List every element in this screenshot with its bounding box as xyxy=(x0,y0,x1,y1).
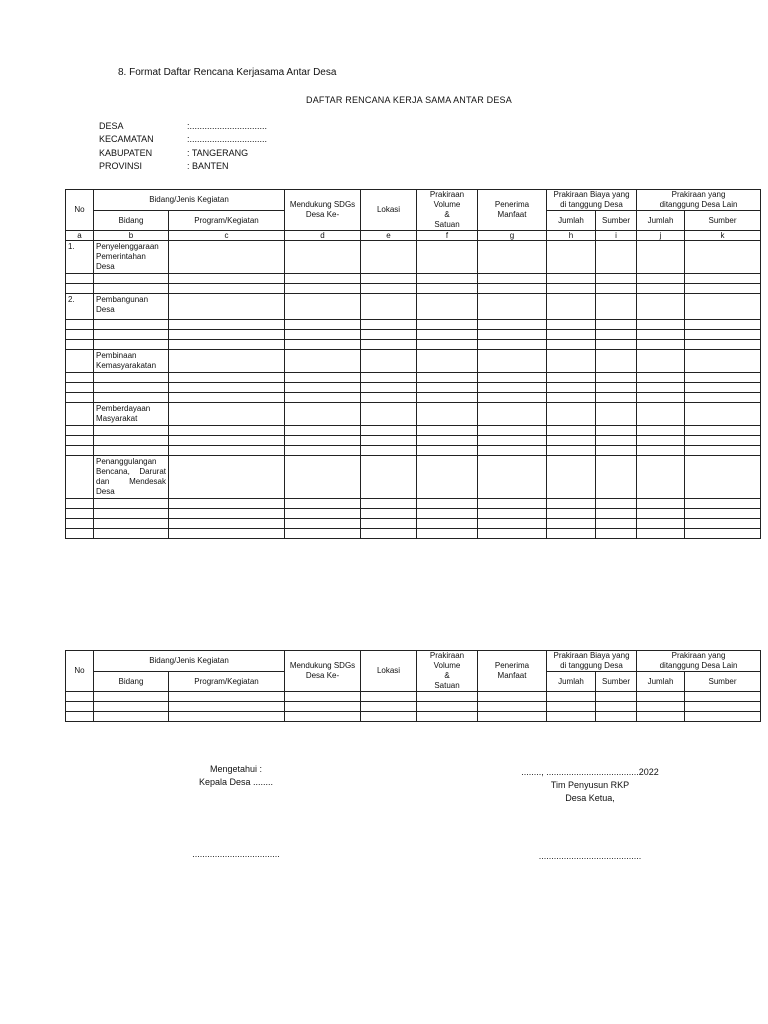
table-row xyxy=(66,274,761,284)
header-no: No xyxy=(66,651,94,692)
header-volume: Prakiraan Volume & Satuan xyxy=(417,651,478,692)
signature-right-role: Desa Ketua, xyxy=(565,793,615,803)
table-row xyxy=(66,340,761,350)
info-value: : BANTEN xyxy=(187,161,229,171)
header-jumlah: Jumlah xyxy=(547,211,596,231)
signature-left-label: Mengetahui : xyxy=(209,764,263,774)
table-row: 1. Penyelenggaraan Pemerintahan Desa xyxy=(66,241,761,274)
info-label: KABUPATEN xyxy=(99,148,153,158)
header-jumlah: Jumlah xyxy=(637,672,685,692)
table-row xyxy=(66,529,761,539)
table-row xyxy=(66,702,761,712)
info-label: DESA xyxy=(99,121,124,131)
header-sumber: Sumber xyxy=(685,211,761,231)
header-sumber: Sumber xyxy=(596,672,637,692)
header-bidang-jenis: Bidang/Jenis Kegiatan xyxy=(94,651,285,672)
table-row xyxy=(66,330,761,340)
header-sdgs: Mendukung SDGs Desa Ke- xyxy=(285,651,361,692)
signature-right-line: ......................................... xyxy=(538,851,642,861)
table-row xyxy=(66,712,761,722)
table-row: 2. Pembangunan Desa xyxy=(66,294,761,320)
header-sdgs: Mendukung SDGs Desa Ke- xyxy=(285,190,361,231)
header-bidang: Bidang xyxy=(94,211,169,231)
header-penerima: Penerima Manfaat xyxy=(478,190,547,231)
info-kabupaten xyxy=(99,148,248,158)
header-program: Program/Kegiatan xyxy=(169,211,285,231)
header-lokasi: Lokasi xyxy=(361,651,417,692)
header-jumlah: Jumlah xyxy=(547,672,596,692)
header-no: No xyxy=(66,190,94,231)
header-bidang-jenis: Bidang/Jenis Kegiatan xyxy=(94,190,285,211)
info-kecamatan xyxy=(99,134,267,144)
info-desa xyxy=(99,121,267,131)
info-value: : TANGERANG xyxy=(187,148,249,158)
header-lokasi: Lokasi xyxy=(361,190,417,231)
info-label: KECAMATAN xyxy=(99,134,154,144)
signature-right-team: Tim Penyusun RKP xyxy=(550,780,630,790)
header-biaya-lain: Prakiraan yang ditanggung Desa Lain xyxy=(637,190,761,211)
table-row xyxy=(66,692,761,702)
table-row xyxy=(66,436,761,446)
table-row xyxy=(66,320,761,330)
header-bidang: Bidang xyxy=(94,672,169,692)
table-row: Pembinaan Kemasyarakatan xyxy=(66,350,761,373)
table-row xyxy=(66,393,761,403)
section-heading: 8. Format Daftar Rencana Kerjasama Antar Desa xyxy=(118,67,337,78)
info-provinsi xyxy=(99,161,229,171)
table-row xyxy=(66,499,761,509)
table-row: Pemberdayaan Masyarakat xyxy=(66,403,761,426)
header-biaya-lain: Prakiraan yang ditanggung Desa Lain xyxy=(637,651,761,672)
info-value: :............................... xyxy=(187,134,268,144)
table-row xyxy=(66,509,761,519)
signature-left-line: ................................... xyxy=(192,849,280,859)
document-title: DAFTAR RENCANA KERJA SAMA ANTAR DESA xyxy=(306,95,512,105)
info-label: PROVINSI xyxy=(99,161,143,171)
table-row xyxy=(66,383,761,393)
table-row xyxy=(66,446,761,456)
header-sumber: Sumber xyxy=(685,672,761,692)
signature-left-title: Kepala Desa ........ xyxy=(198,777,274,787)
table-row xyxy=(66,519,761,529)
info-value: :............................... xyxy=(187,121,268,131)
signature-right-date: ........, .....................................2022 xyxy=(521,767,659,777)
table-row xyxy=(66,426,761,436)
header-biaya-desa: Prakiraan Biaya yang di tanggung Desa xyxy=(547,651,637,672)
header-sumber: Sumber xyxy=(596,211,637,231)
header-jumlah: Jumlah xyxy=(637,211,685,231)
letters-row: a b c d e f g h i j k xyxy=(66,231,761,241)
table-row: Penanggulangan Bencana, Darurat dan Mendesak Desa xyxy=(66,456,761,499)
header-program: Program/Kegiatan xyxy=(169,672,285,692)
plan-table xyxy=(65,189,761,539)
header-biaya-desa: Prakiraan Biaya yang di tanggung Desa xyxy=(547,190,637,211)
header-volume: Prakiraan Volume & Satuan xyxy=(417,190,478,231)
table-row xyxy=(66,373,761,383)
table-row xyxy=(66,284,761,294)
header-penerima: Penerima Manfaat xyxy=(478,651,547,692)
plan-table-2 xyxy=(65,650,761,722)
